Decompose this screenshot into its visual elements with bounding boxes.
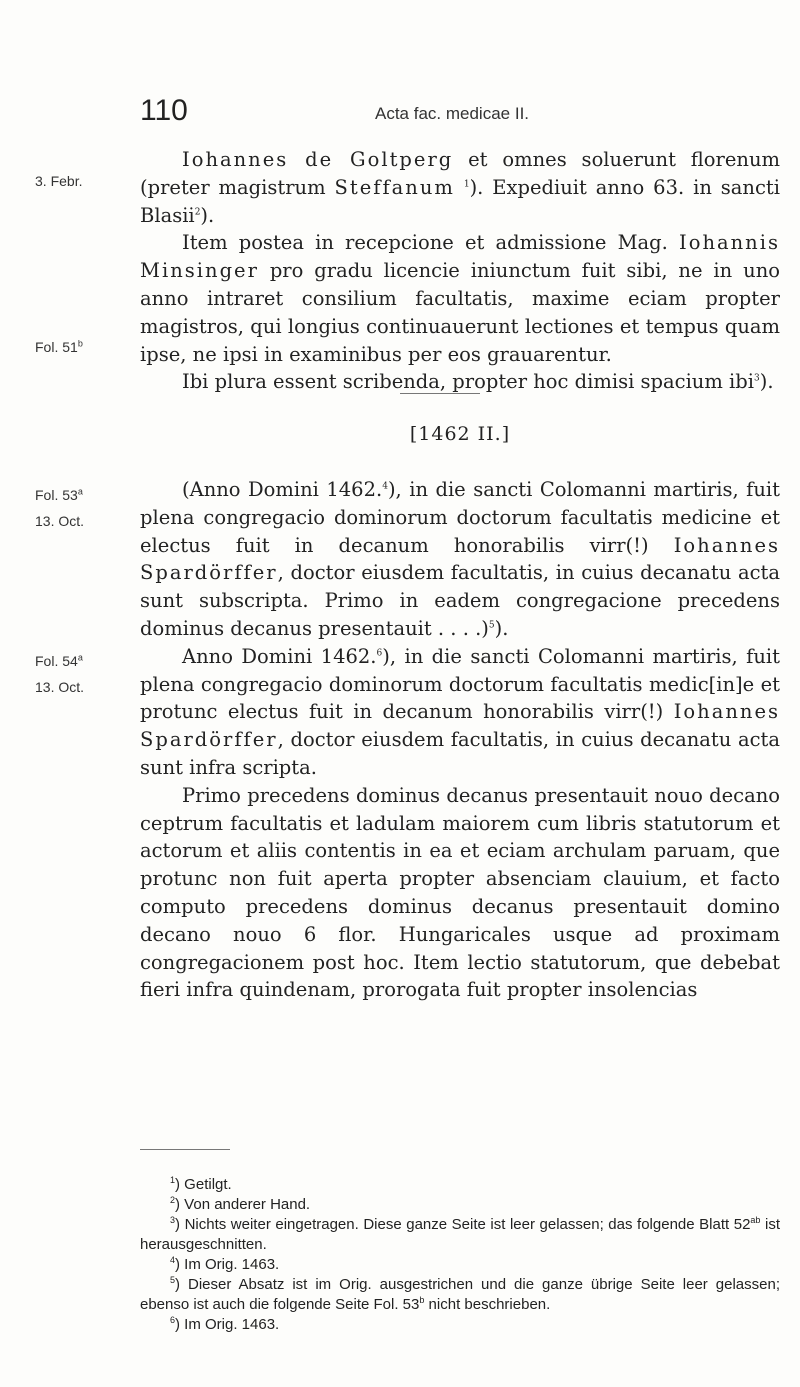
- folio-side: a: [77, 486, 83, 497]
- person-name: Iohannes Spardörffer: [140, 533, 780, 585]
- person-name: Iohannes Spardörffer: [140, 700, 780, 752]
- body-upper: [140, 146, 780, 396]
- folio-side: a: [77, 652, 83, 663]
- footnote-ref: 2: [194, 207, 201, 218]
- paragraph-3: Ibi plura essent scribenda, propter hoc dimisi spacium ibi$^3$).: [182, 370, 774, 394]
- paragraph-4: (Anno Domini 1462.$^4$), in die sancti Colomanni martiris, fuit plena congregacio dominorum doctorum facultatis medicine et electus fuit in decanum honorabilis virr(!) Iohannes Spardörffer, doctor eiusdem facultatis, in cuius decanatu acta sunt subscripta. Primo in eadem congregacione precedens dominus decanus presentauit . . . .)$^5$).: [140, 478, 780, 640]
- margin-note-folio-54a: [35, 650, 155, 698]
- page-number: 110: [140, 94, 188, 127]
- footnote-divider: [140, 1149, 230, 1150]
- paragraph-1: Iohannes de Goltperg et omnes soluerunt florenum (preter magistrum Steffanum $^1$). Expediuit anno 63. in sancti Blasii$^2$).: [140, 148, 780, 227]
- person-name: Iohannes de Goltperg: [182, 148, 454, 171]
- paragraph-5: Anno Domini 1462.$^6$), in die sancti Colomanni martiris, fuit plena congregacio dominorum doctorum facultatis medic[in]e et protunc electus fuit in decanum honorabilis virr(!) Iohannes Spardörffer, doctor eiusdem facultatis, in cuius decanatu acta sunt infra scripta.: [140, 644, 781, 779]
- footnote-6: $^6$) Im Orig. 1463.: [170, 1315, 280, 1333]
- running-title: Acta fac. medicae II.: [375, 104, 530, 123]
- section-divider: [400, 393, 480, 394]
- body-lower: [140, 476, 780, 1004]
- folio-label: Fol. 51: [35, 339, 78, 355]
- paragraph-6: Primo precedens dominus decanus presentauit nouo decano ceptrum facultatis et ladulam maiorem cum libris statutorum et actorum et aliis contentis in ea et eciam archulam paruam, que protunc non fuit aperta propter absenciam clauium, et facto computo precedens dominus decanus presentauit domino decano nouo 6 flor. Hungaricales usque ad proximam congregacionem post hoc. Item lectio statutorum, que debebat fieri infra quindenam, prorogata fuit propter insolencias: [140, 783, 780, 1002]
- footnote-ref: 3: [754, 373, 760, 384]
- person-name: Steffanum: [334, 175, 455, 199]
- margin-date: 13. Oct.: [35, 679, 85, 695]
- footnote-3: $^3$) Nichts weiter eingetragen. Diese ganze Seite ist leer gelassen; das folgende Blatt $52^{ab}$ ist herausgeschnitten.: [140, 1215, 780, 1253]
- folio-side: b: [77, 338, 83, 349]
- margin-note-date-1: [35, 170, 155, 192]
- footnote-4: $^4$) Im Orig. 1463.: [170, 1255, 280, 1273]
- footnote-ref: 1: [463, 179, 470, 190]
- margin-date: 3. Febr.: [35, 173, 83, 189]
- margin-date: 13. Oct.: [35, 513, 85, 529]
- paragraph-2: Item postea in recepcione et admissione Mag. Iohannis Minsinger pro gradu licencie iniunctum fuit sibi, ne in uno anno intraret consilium facultatis, maxime eciam propter magistros, qui longius continuauerunt lectiones et tempus quam ipse, ne ipsi in examinibus per eos grauarentur.: [140, 231, 780, 366]
- margin-note-folio-53a: [35, 484, 155, 532]
- folio-label: Fol. 53: [35, 487, 78, 503]
- footnote-1: $^1$) Getilgt.: [170, 1175, 232, 1193]
- section-heading: [1462 II.]: [409, 423, 511, 445]
- footnote-ref: 4: [382, 481, 388, 492]
- footnote-ref: 6: [376, 648, 383, 659]
- page-header: [140, 94, 780, 130]
- footnote-5: $^5$) Dieser Absatz ist im Orig. ausgestrichen und die ganze übrige Seite leer gelassen; ebenso ist auch die folgende Seite Fol. 53$^b$ nicht beschrieben.: [140, 1275, 780, 1313]
- person-name: Iohannis Minsinger: [140, 231, 780, 283]
- folio-label: Fol. 54: [35, 653, 78, 669]
- margin-note-folio-51b: [35, 336, 155, 358]
- footnote-2: $^2$) Von anderer Hand.: [170, 1195, 311, 1213]
- footnote-ref: 5: [488, 620, 495, 631]
- footnotes: [140, 1175, 780, 1335]
